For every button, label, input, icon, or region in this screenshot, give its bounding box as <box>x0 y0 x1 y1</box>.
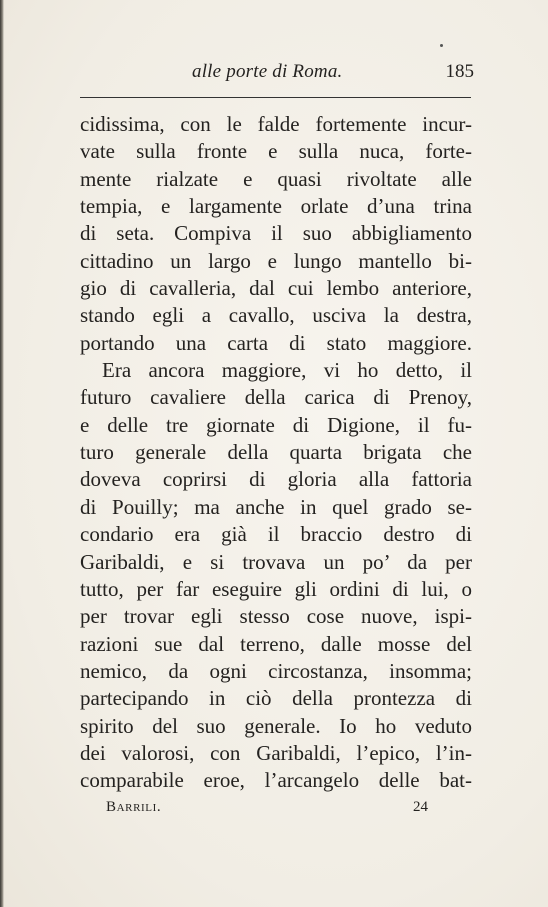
text-line: gio di cavalleria, dal cui lembo anteriore, <box>80 276 472 301</box>
sheet-number: 24 <box>413 799 428 815</box>
text-line: partecipando in ciò della prontezza di <box>80 686 472 711</box>
text-line: spirito del suo generale. Io ho veduto <box>80 713 472 738</box>
running-title: alle porte di Roma. <box>192 61 343 82</box>
text-line: tutto, per far eseguire gli ordini di lui, o <box>80 576 472 601</box>
text-line: futuro cavaliere della carica di Prenoy, <box>80 385 472 410</box>
signature-mark: Barrili. <box>106 799 162 815</box>
text-line: tempia, e largamente orlate d’una trina <box>80 194 472 219</box>
page-number: 185 <box>445 61 474 82</box>
page-header <box>80 60 472 90</box>
header-rule <box>80 97 471 98</box>
text-line: cittadino un largo e lungo mantello bi- <box>80 248 472 273</box>
text-line: Era ancora maggiore, vi ho detto, il <box>102 358 472 383</box>
text-line: Garibaldi, e si trovava un po’ da per <box>80 549 472 574</box>
print-speck <box>440 44 443 47</box>
text-line: dei valorosi, con Garibaldi, l’epico, l’in- <box>80 740 472 765</box>
text-line: vate sulla fronte e sulla nuca, forte- <box>80 139 472 164</box>
text-line: condario era già il braccio destro di <box>80 522 472 547</box>
text-line: doveva coprirsi di gloria alla fattoria <box>80 467 472 492</box>
page-footer <box>80 799 472 821</box>
text-line: e delle tre giornate di Digione, il fu- <box>80 412 472 437</box>
text-line: cidissima, con le falde fortemente incur- <box>80 112 472 136</box>
page-edge-shadow <box>0 0 4 907</box>
text-line: comparabile eroe, l’arcangelo delle bat- <box>80 768 472 793</box>
text-line: per trovar egli stesso cose nuove, ispi- <box>80 604 472 629</box>
text-line: di seta. Compiva il suo abbigliamento <box>80 221 472 246</box>
text-line: turo generale della quarta brigata che <box>80 440 472 465</box>
text-line: razioni sue dal terreno, dalle mosse del <box>80 631 472 656</box>
body-text <box>80 111 472 795</box>
text-line: mente rialzate e quasi rivoltate alle <box>80 166 472 191</box>
text-line: stando egli a cavallo, usciva la destra, <box>80 303 472 328</box>
text-line: nemico, da ogni circostanza, insomma; <box>80 658 472 683</box>
text-line: di Pouilly; ma anche in quel grado se- <box>80 494 472 519</box>
text-line: portando una carta di stato maggiore. <box>80 330 472 355</box>
